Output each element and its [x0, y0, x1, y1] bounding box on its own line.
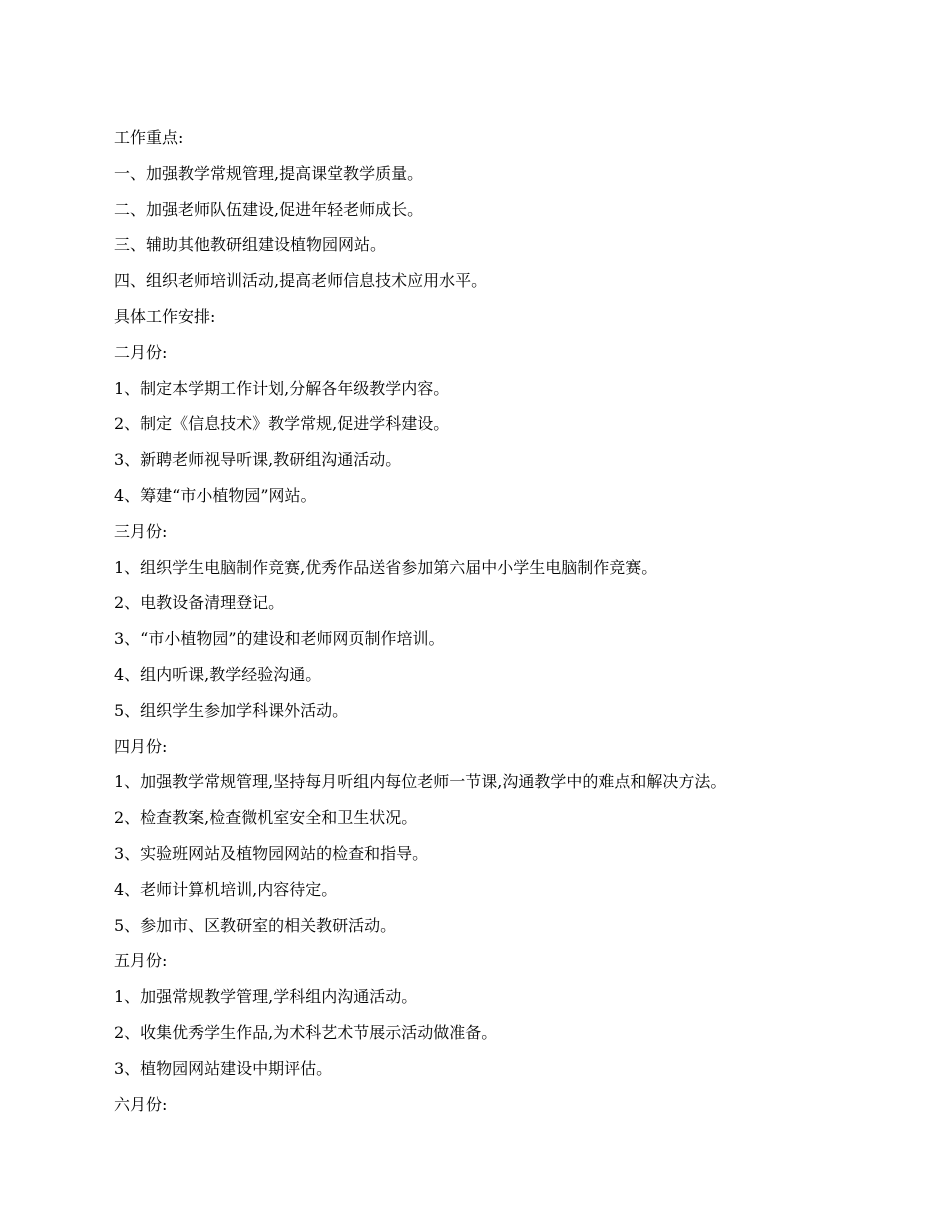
list-item: 1、制定本学期工作计划,分解各年级教学内容。	[114, 378, 450, 398]
list-item: 2、制定《信息技术》教学常规,促进学科建设。	[114, 414, 450, 434]
month-heading-june: 六月份:	[114, 1094, 168, 1114]
list-item: 5、组织学生参加学科课外活动。	[114, 700, 349, 720]
list-item: 3、“市小植物园”的建设和老师网页制作培训。	[114, 629, 445, 649]
list-item: 2、收集优秀学生作品,为术科艺术节展示活动做准备。	[114, 1022, 498, 1042]
focus-item: 二、加强老师队伍建设,促进年轻老师成长。	[114, 199, 424, 219]
list-item: 3、实验班网站及植物园网站的检查和指导。	[114, 843, 429, 863]
focus-item: 一、加强教学常规管理,提高课堂教学质量。	[114, 163, 424, 183]
list-item: 4、筹建“市小植物园”网站。	[114, 485, 317, 505]
month-heading-february: 二月份:	[114, 342, 168, 362]
list-item: 4、组内听课,教学经验沟通。	[114, 664, 322, 684]
month-heading-march: 三月份:	[114, 521, 168, 541]
section-heading-schedule: 具体工作安排:	[114, 306, 216, 326]
document-body	[114, 124, 914, 1126]
focus-item: 四、组织老师培训活动,提高老师信息技术应用水平。	[114, 271, 488, 291]
list-item: 1、组织学生电脑制作竞赛,优秀作品送省参加第六届中小学生电脑制作竞赛。	[114, 557, 658, 577]
month-heading-april: 四月份:	[114, 736, 168, 756]
focus-item: 三、辅助其他教研组建设植物园网站。	[114, 235, 387, 255]
list-item: 3、新聘老师视导听课,教研组沟通活动。	[114, 450, 402, 470]
list-item: 2、电教设备清理登记。	[114, 593, 285, 613]
list-item: 3、植物园网站建设中期评估。	[114, 1058, 333, 1078]
list-item: 4、老师计算机培训,内容待定。	[114, 879, 338, 899]
list-item: 1、加强常规教学管理,学科组内沟通活动。	[114, 987, 418, 1007]
month-heading-may: 五月份:	[114, 951, 168, 971]
list-item: 1、加强教学常规管理,坚持每月听组内每位老师一节课,沟通教学中的难点和解决方法。	[114, 772, 727, 792]
list-item: 2、检查教案,检查微机室安全和卫生状况。	[114, 808, 418, 828]
section-heading-work-focus: 工作重点:	[114, 128, 184, 147]
list-item: 5、参加市、区教研室的相关教研活动。	[114, 915, 397, 935]
